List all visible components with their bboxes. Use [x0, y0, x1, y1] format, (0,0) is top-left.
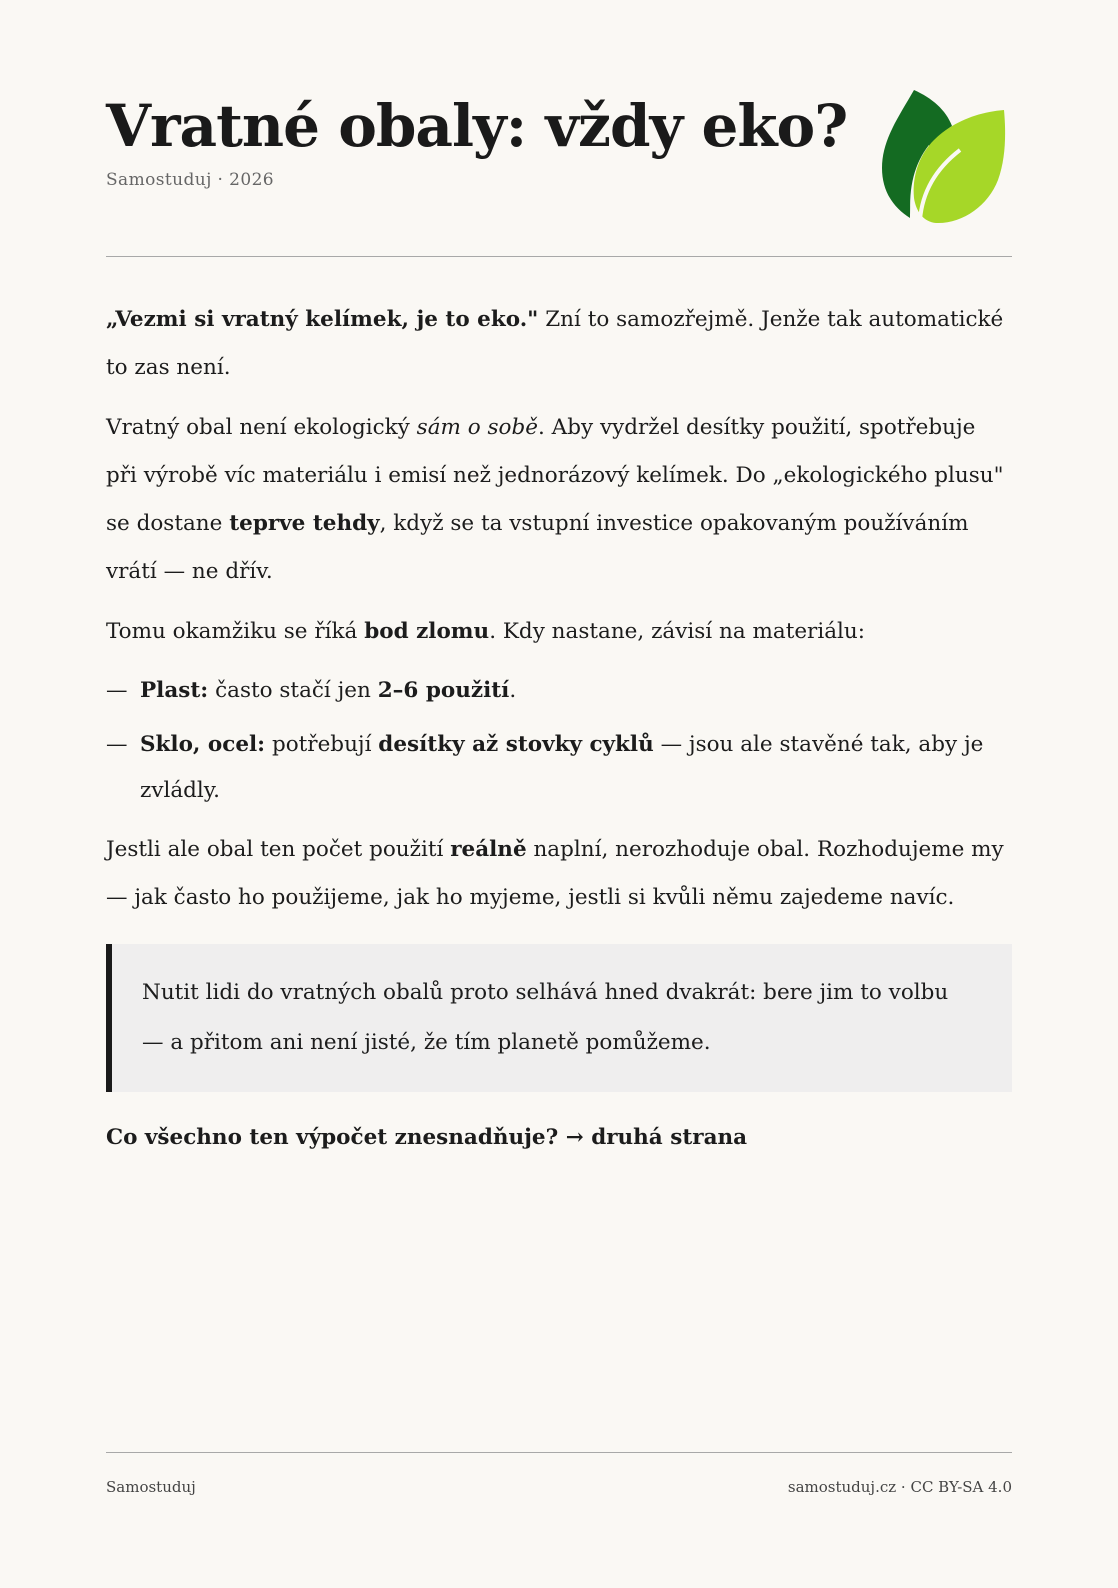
list-item-label: Sklo, ocel:: [140, 732, 266, 757]
page: [106, 0, 1012, 1588]
header-divider: [106, 256, 1012, 257]
list-item-text-2: .: [509, 678, 517, 703]
paragraph-2: [106, 404, 1012, 596]
page-title: Vratné obaly: vždy eko?: [106, 92, 848, 160]
leaf-icon: [880, 88, 1006, 224]
list-item-text-1: potřebují: [265, 732, 379, 757]
header: [106, 84, 1012, 234]
paragraph-2-text-2: . Aby vydržel desítky použití, spotřebuje při výrobě víc materiálu i emisí než jednorázový kelímek. Do „ekologického plusu" se dostane: [106, 415, 1004, 536]
footer-brand: Samostuduj: [106, 1478, 196, 1496]
list-item-bold: 2–6 použití: [377, 678, 510, 703]
intro-paragraph: [106, 296, 1012, 392]
paragraph-3-bold: bod zlomu: [364, 619, 490, 644]
footer-divider: [106, 1452, 1012, 1453]
intro-text: Zní to samozřejmě. Jenže tak automatické to zas není.: [106, 307, 1004, 380]
paragraph-3-text-2: . Kdy nastane, závisí na materiálu:: [489, 619, 865, 644]
list-item-label: Plast:: [140, 678, 209, 703]
paragraph-4: [106, 826, 1012, 922]
material-list: [106, 668, 1012, 814]
list-item-bold: desítky až stovky cyklů: [378, 732, 654, 757]
list-dash: —: [106, 678, 128, 703]
paragraph-4-bold: reálně: [450, 837, 527, 862]
paragraph-2-text-3: , když se ta vstupní investice opakovaným používáním vrátí — ne dřív.: [106, 511, 969, 584]
list-item-text-1: často stačí jen: [208, 678, 378, 703]
paragraph-3-text-1: Tomu okamžiku se říká: [106, 619, 365, 644]
list-item: [106, 722, 1012, 814]
blockquote: Nutit lidi do vratných obalů proto selhává hned dvakrát: bere jim to volbu — a přitom ani není jisté, že tím planetě pomůžeme.: [106, 944, 1012, 1092]
intro-quote: „Vezmi si vratný kelímek, je to eko.": [106, 307, 539, 332]
next-page-callout: Co všechno ten výpočet znesnadňuje? → druhá strana: [106, 1125, 748, 1150]
paragraph-4-text-1: Jestli ale obal ten počet použití: [106, 837, 451, 862]
list-dash: —: [106, 732, 128, 757]
article-body: [106, 296, 1012, 1174]
list-item-text-2: — jsou ale stavěné tak, aby je zvládly.: [140, 732, 984, 803]
footer-license: samostuduj.cz · CC BY-SA 4.0: [787, 1478, 1012, 1496]
paragraph-3: [106, 608, 1012, 656]
paragraph-2-italic: sám o sobě: [416, 415, 538, 440]
paragraph-2-text-1: Vratný obal není ekologický: [106, 415, 417, 440]
page-subtitle: Samostuduj · 2026: [106, 170, 275, 190]
paragraph-2-bold: teprve tehdy: [229, 511, 380, 536]
list-item: [106, 668, 1012, 714]
paragraph-4-text-2: naplní, nerozhoduje obal. Rozhodujeme my — jak často ho použijeme, jak ho myjeme, jestli si kvůli němu zajedeme navíc.: [106, 837, 1004, 910]
